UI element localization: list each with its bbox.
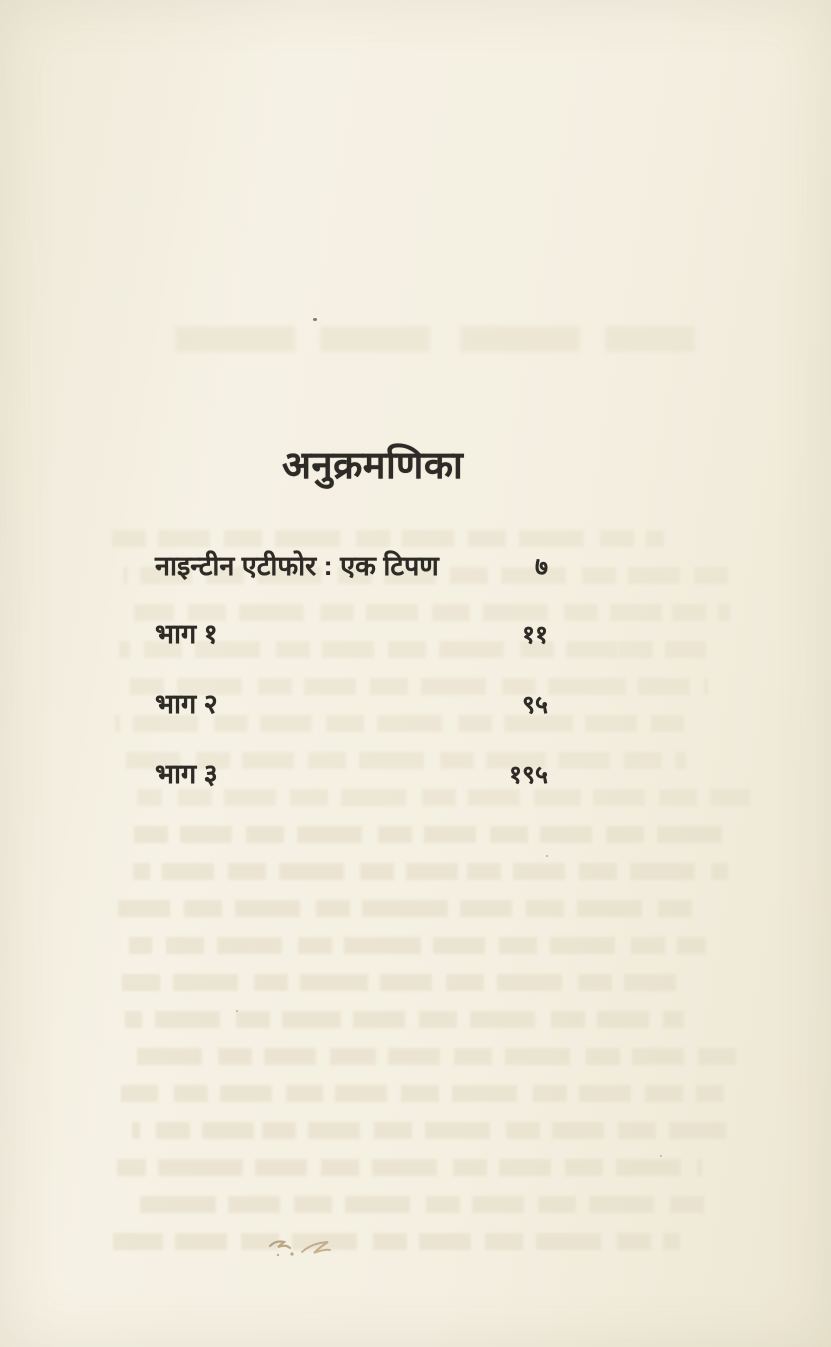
toc-entry bbox=[155, 546, 548, 583]
paper-speck bbox=[236, 1010, 238, 1012]
toc-entry-label: भाग ३ bbox=[155, 759, 218, 789]
toc-entry-page-number: ११ bbox=[521, 621, 548, 649]
ink-smudge bbox=[262, 1228, 352, 1268]
toc-entry-page-number: ७ bbox=[534, 553, 548, 581]
toc-entry-label: भाग १ bbox=[155, 619, 218, 649]
toc-entry-label: नाइन्टीन एटीफोर : एक टिपण bbox=[155, 551, 439, 581]
toc-entry bbox=[155, 614, 548, 651]
ink-speck bbox=[313, 318, 317, 321]
toc-entry-label: भाग २ bbox=[155, 689, 218, 719]
paper-speck bbox=[660, 1155, 662, 1157]
page-title: अनुक्रमणिका bbox=[282, 445, 464, 487]
toc-entry bbox=[155, 754, 548, 791]
toc-entry-page-number: १९५ bbox=[508, 761, 548, 789]
paper-speck bbox=[546, 855, 548, 857]
bleedthrough-heading bbox=[175, 326, 695, 352]
toc-entry bbox=[155, 684, 548, 721]
toc-entry-page-number: ९५ bbox=[521, 691, 548, 719]
